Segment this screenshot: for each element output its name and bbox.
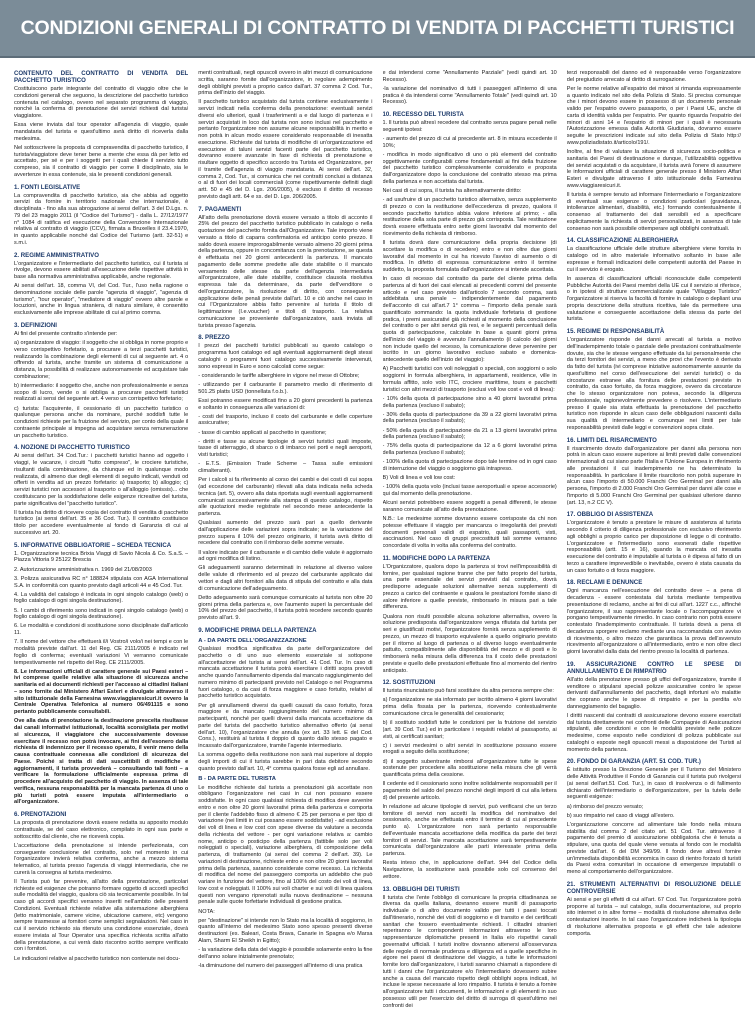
section-paragraph: Ai fini del presente contratto s'intende per: — [14, 330, 118, 337]
section-paragraph: L'organizzatore e l'intermediario del pacchetto turistico, cui il turista si rivolge, devono essere abilitati all'esecuzione delle rispettive attività in base alla normativa amministrativa applicabile, anche regionale. — [14, 260, 189, 281]
section-heading: 5. INFORMATIVE OBBLIGATORIE – SCHEDA TECNICA — [14, 541, 172, 549]
section-heading: 8. PREZZO — [198, 334, 230, 342]
section-paragraph: L'organizzatore risponde dei danni arrecati al turista a motivo dell'inadempimento totale o parziale delle prestazioni contrattualmente dovute, sia che le stesse vengano effettuate da lui personalmente che da terzi fornitori dei servizi, a meno che provi che l'evento è derivato da fatto del turista (ivi comprese iniziative autonomamente assunte da quest'ultimo nel corso dell'esecuzione dei servizi turistici) o da circostanze estranee alla fornitura delle prestazioni previste in contratto, da caso fortuito, da forza maggiore, ovvero da circostanze che lo stesso organizzatore non poteva, secondo la diligenza professionale, ragionevolmente prevedere o risolvere. L'intermediario presso il quale sia stata effettuata la prenotazione del pacchetto turistico non risponde in alcun caso delle obbligazioni nascenti dalla sua qualità di intermediario e comunque nei limiti per tale responsabilità previsti dalle leggi e convenzioni sopra citate. — [566, 337, 741, 431]
section-paragraph: - utilizzando per il carburante il parametro medio di riferimento di 501.25 platts USD (tonnellata f.o.b.). — [198, 381, 373, 395]
section-paragraph: - tasse di cambio applicati al pacchetto in questione; — [198, 429, 327, 436]
section-paragraph: 1. Organizzazione tecnica Brixia Viaggi di Savio Nicola & Co. S.a.S. – Piazza Vittoria 9 25122 Brescia — [14, 550, 189, 564]
section-paragraph: Ogni mancanza nell'esecuzione del contratto deve – a pena di decadenza - essere contestata dal turista mediante tempestiva presentazione di reclamo, anche ai fini di cui all'art. 1227 c.c., affinché l'organizzatore, il suo rappresentante locale o l'accompagnatore vi pongano tempestivamente rimedio. In caso contrario non potrà essere contestato l'inadempimento contrattuale. Il turista dovrà a pena di decadenza sporgere reclamo mediante una raccomandata con avviso di ricevimento, o altro mezzo che garantisca la prova dell'avvenuto ricevimento all'organizzatore o all'intermediario, entro e non oltre dieci giorni lavorativi dalla data del rientro presso la località di partenza. — [566, 588, 741, 656]
section-paragraph: Le modifiche richieste dal turista a prenotazioni già accettate non obbligano l'organizzatore nei casi in cui non possano essere soddisfatte. In ogni caso qualsiasi richiesta di modifica deve avvenire entro e non oltre 20 giorni lavorativi prima della partenza e comporta per il cliente l'addebito fisso di almeno € 25 per persona e per tipo di variazione (nei limiti in cui possano essere soddisfatte) - ad esclusione dei voli di linea e low cost con spese diverse da valutare a seconda della richiesta del vettore - per ogni variazione relativa a: cambio nome, anticipo o posticipo della partenza (fattibile solo per voli noleggiati o speciali), variazione alberghiera, di composizione della partenza, di trattamento (ai sensi del comma 2 dell'art. 39). Le variazioni di destinazione, richieste entro e non oltre 20 giorni lavorativi prima della partenza, saranno considerate come recesso. La richiesta di modifica del nome del passeggero comporta un addebito che può variare in funzione del vettore, fino al 100% del costo dei voli di linea, low cost e noleggiati. Il 100% sui voli charter e sui voli di linea qualora questi non vengano riprenotati sulla nuova destinazione – nessuna penale sulle quote forfettarie individuali di gestione pratica. — [198, 784, 373, 906]
section-paragraph: - diritti e tasse su alcune tipologie di servizi turistici quali imposte, tasse di atterraggio, di sbarco o di imbarco nei porti e negli aeroporti, visti turistici; — [198, 438, 373, 459]
section-paragraph: a) l'organizzatore ne sia informato per iscritto almeno 4 giorni lavorativi prima della fissata per la partenza, ricevendo contestualmente comunicazione circa le generalità del cessionario; — [382, 697, 557, 717]
section-paragraph: 6. Le modalità e condizioni di sostituzione sono disciplinate dall'articolo 11. — [14, 623, 189, 637]
section-paragraph: Qualora non risulti possibile alcuna soluzione alternativa, ovvero la soluzione predisposta dall'organizzatore venga rifiutata dal turista per seri e giustificati motivi, l'organizzatore fornirà senza supplemento di prezzo, un mezzo di trasporto equivalente a quello originario previsto per il ritorno al luogo di partenza o al diverso luogo eventualmente pattuito, compatibilmente alle disponibilità del mezzo e di posti e lo rimborserà nella misura della differenza tra il costo delle prestazioni previste e quello delle prestazioni effettuate fino al momento del rientro anticipato. — [382, 613, 557, 674]
section-paragraph: La proposta di prenotazione dovrà essere redatta su apposito modulo contrattuale, se del caso elettronico, compilato in ogni sua parte e sottoscritto dal cliente, che ne riceverà copia. — [14, 820, 189, 840]
section-heading: 7. PAGAMENTI — [198, 205, 242, 213]
section-paragraph: La compravendita di pacchetto turistico, sia che abbia ad oggetto servizi da fornire in territorio nazionale che internazionale, è disciplinata - fino alla sua abrogazione ai sensi dell'art. 3 del D.Lgs. n. 79 del 23 maggio 2011 (il "Codice del Turismo") - dalla L. 27/12/1977 n° 1084 di ratifica ed esecuzione della Convenzione Internazionale relativa al contratto di viaggio (CCV), firmata a Bruxelles il 23.4.1970, in quanto applicabile nonché dal Codice del Turismo (artt. 32-51) e s.m.i. — [14, 192, 189, 246]
section-paragraph: - E.T.S. (Emission Trade Scheme – Tassa sulle emissioni climalteranti). — [198, 461, 373, 475]
section-paragraph: NOTA: — [198, 908, 215, 915]
section-heading: 18. RECLAMI E DENUNCE — [566, 579, 643, 587]
section-paragraph: È istituito presso la Direzione Generale per il Turismo del Ministero delle Attività Produttive il Fondo di Garanzia cui il turista può rivolgersi (ai sensi dell'art.51 Cod. Tur.), in caso di insolvenza o di fallimento dichiarato dell'intermediario o dell'organizzatore, per la tutela delle seguenti esigenze: — [566, 767, 741, 801]
section-paragraph: La somma oggetto della restituzione non sarà mai superiore al doppio degli importi di cui il turista sarebbe in pari data debitore secondo quanto previsto dall'art. 10, 4° comma qualora fosse egli ad annullare. — [198, 752, 373, 772]
section-paragraph: L'accettazione della prenotazione si intende perfezionata, con conseguente conclusione del contratto, solo nel momento in cui l'organizzatore invierà relativa conferma, anche a mezzo sistema telematico, al turista presso l'agenzia di viaggi intermediaria, che ne curerà la consegna al turista medesimo. — [14, 842, 189, 876]
section-paragraph: Alcuni servizi potrebbero essere soggetti a penali differenti, le stesse saranno comunicate all'atto della prenotazione. — [382, 500, 557, 513]
section-paragraph: Ai sensi dell'art. 34 Cod.Tur.: i pacchetti turistici hanno ad oggetto i viaggi, le vacanze, i circuiti "tutto compreso", le crociere turistiche, risultanti dalla combinazione, da chiunque ed in qualunque modo realizzata, di almeno due degli elementi di seguito indicati, venduti od offerti in vendita ad un prezzo forfetario: a) trasporto; b) alloggio; c) servizi turistici non accessori al trasporto o all'alloggio (omissis)... che costituiscano per la soddisfazione delle esigenze ricreative del turista, parte significativa del "pacchetto turistico". — [14, 453, 189, 507]
section-paragraph: -la diminuzione del numero dei passeggeri all'interno di una pratica — [198, 963, 363, 970]
section-paragraph: Gli adeguamenti saranno determinati in relazione al diverso valore delle valute di riferimento ed al prezzo del carburante applicato dai vettori e dagli altri fornitori alla data di stipula del contratto e alla data di comunicazione dell'adeguamento. — [198, 565, 373, 592]
section-paragraph: terzi responsabili del danno ed è responsabile verso l'organizzatore del pregiudizio arrecato al diritto di surrogazione. — [566, 70, 741, 83]
section-heading: 14. CLASSIFICAZIONE ALBERGHIERA — [566, 237, 679, 245]
section-heading: 4. NOZIONE DI PACCHETTO TURISTICO — [14, 444, 130, 452]
section-heading: 6. PRENOTAZIONI — [14, 811, 67, 819]
section-paragraph: Il valore indicato per il carburante e di cambio delle valute è aggiornato ad ogni modifica di listino. — [198, 549, 373, 563]
section-heading: 10. RECESSO DEL TURISTA — [382, 111, 464, 119]
column-2 — [198, 70, 372, 1016]
section-paragraph: L'Organizzatore, qualora dopo la partenza si trovi nell'impossibilità di fornire, per qualsiasi ragione tranne che per fatto proprio del turista, una parte essenziale dei servizi previsti dal contratto, dovrà predisporre adeguate soluzioni alternative senza supplementi di prezzo a carico del contraente e qualora le prestazioni fornite siano di valore inferiore a quelle previste, rimborsarlo in misura pari a tale differenza. — [382, 563, 557, 611]
section-paragraph: a) organizzatore di viaggio: il soggetto che si obbliga in nome proprio e verso corrispettivo forfetario, a procurare a terzi pacchetti turistici, realizzando la combinazione degli elementi di cui al seguente art. 4 o offrendo al turista, anche tramite un sistema di comunicazione a distanza, la possibilità di realizzare autonomamente ed acquistare tale combinazione; — [14, 340, 189, 380]
section-paragraph: - 50% della quota di partecipazione da 21 a 13 giorni lavorativi prima della partenza (escluso il sabato); — [382, 427, 557, 441]
subsection-heading: A - DA PARTE DELL'ORGANIZZAZIONE — [198, 637, 307, 644]
section-heading: 2. REGIME AMMINISTRATIVO — [14, 251, 99, 259]
section-paragraph: In caso di recesso dal contratto da parte del cliente prima della partenza al di fuori dei casi elencati ai precedenti commi del presente articolo e nel caso previsto dall'articolo 7 secondo comma, sarà addebitata una penale – indipendentemente dal pagamento dell'acconto di cui all'art.7 1° comma – l'importo della penale sarà quantificato sommando: la quota individuale forfetaria di gestione pratica, i premi assicurativi già richiesti al momento della conclusione del contratto o per altri servizi già resi, e le seguenti percentuali della quota di partecipazione, calcolate in base a quanti giorni prima dell'inizio del viaggio è avvenuto l'annullamento (il calcolo dei giorni non include quello del recesso, la comunicazione deve pervenire per iscritto in un giorno lavorativo escluso sabato e domenica- antecedente quello dell'inizio del viaggio): — [382, 276, 557, 364]
section-heading: 20. FONDO DI GARANZIA (ART. 51 COD. TUR.) — [566, 758, 701, 766]
terms-columns — [14, 70, 741, 1016]
section-paragraph: a) rimborso del prezzo versato; — [566, 803, 644, 810]
section-paragraph: B) Voli di linea e voli low cost: — [382, 475, 456, 482]
section-paragraph: 3. Polizza assicurativa RC n° 188824 stipulata con AGA International S.A. in conformità con quanto previsto dagli articoli 44 e 45 Cod. Tur. — [14, 575, 189, 589]
section-paragraph: - 75% della quota di partecipazione da 12 a 6 giorni lavorativi prima della partenza (escluso il sabato); — [382, 443, 557, 457]
section-paragraph: A) Pacchetti turistici con voli noleggiati o speciali, con soggiorni o solo soggiorni in formula alberghiera, in appartamenti, residence, ville in formula affitto, solo volo ITC, crociere marittime, tours e pacchetti turistici con altri mezzi di trasporto (esclusi voli low cost e voli di linea): — [382, 366, 557, 393]
section-paragraph: All'atto della prenotazione dovrà essere versato a titolo di acconto il 25% del prezzo del pacchetto turistico pubblicato in catalogo o nella quotazione del pacchetto fornita dall'Organizzatore. Tale importo viene versato a titolo di caparra confirmatoria ed anticipo conto prezzo. Il saldo dovrà essere improrogabilmente versato almeno 20 giorni prima della partenza, oppure in concomitanza con la prenotazione, se questa è effettuata nei 20 giorni antecedenti la partenza. Il mancato pagamento delle somme predette alle date stabilite o il mancato versamento delle stesse da parte dell'agenzia intermediaria all'organizzatore, alle date stabilite, costituisce clausola risolutiva espressa tale da determinare, da parte dell'venditore o dell'organizzatore, la risoluzione di diritto, con conseguente applicazione delle penali previste dall'art. 10 e ciò anche nel caso in cui l'Organizzatore abbia fatto pervenire al turista il titolo di legittimazione (I.e.voucher) e titoli di trasporto. La relativa comunicazione se proveniente dall'organizzatore, sarà inviata all turista presso l'agenzia. — [198, 214, 373, 329]
section-paragraph: d) il soggetto subentrante rimborsi all'organizzatore tutte le spese sostenute per procedere alla sostituzione nella misura che gli verrà quantificata prima della cessione. — [382, 758, 557, 779]
section-heading: 17. OBBLIGO DI ASSISTENZA — [566, 511, 654, 519]
section-paragraph: Per le norme relative all'espatrio dei minori si rimanda espressamente a quanto indicato nel sito della Polizia di Stato. Si precisa comunque che i minori devono essere in possesso di un documento personale valido per l'espatrio ovvero passaporto, o per i Paesi UE, anche di carta di identità valida per l'espatrio. Per quanto riguarda l'espatrio dei minori di anni 14 e l'espatrio di minori per i quali è necessaria l'Autorizzazione emessa dalla Autorità Giudiziaria, dovranno essere seguite le prescrizioni indicate sul sito della Polizia di Stato http:// www.poliziadistato.it/articolo/191/. — [566, 85, 741, 146]
section-heading: 21. STRUMENTI ALTERNATIVI DI RISOLUZIONE DELLE CONTROVERSIE — [566, 880, 741, 895]
section-paragraph: In assenza di classificazioni ufficiali riconosciute dalle competenti Pubbliche Autorità dei Paesi membri della UE cui il servizio si riferisce, o in ipotesi di strutture commercializzate quale "Villaggio Turistico" l'organizzatore si riserva la facoltà di fornire in catalogo o depliant una propria descrizione della struttura ricettiva, tale da permettere una valutazione e conseguente accettazione della stessa da parte del turista. — [566, 275, 741, 323]
section-paragraph: Il risarcimento dovuto dall'organizzatore per danni alla persona non potrà in alcun caso essere superiore ai limiti previsti dalle convenzioni internazionali di cui siano parte l'Italia e l'Unione Europea in riferimento alle prestazioni il cui inadempimento ne ha determinato la responsabilità. In particolare il limite risarcitorio non potrà superare in alcun caso l'importo di 50.000 Franchi Oro Germinal per danni alla persona, l'importo di 2.000 Franchi Oro Germinal per danni alle cose e l'importo di 5.000 Franchi Oro Germinal per qualsiasi ulteriore danno (art. 13, n.2 CC V). — [566, 445, 741, 506]
section-paragraph: b) intermediario: il soggetto che, anche non professionalmente e senza scopo di lucro, vende o si obbliga a procurare pacchetti turistici realizzati ai sensi del seguente art. 4 verso un corrispettivo forfetario; — [14, 382, 189, 403]
section-paragraph: Inoltre, al fine di valutare la situazione di sicurezza socio-politica e sanitaria dei Paesi di destinazione e dunque, l'utilizzabilità oggettiva dei servizi acquistati o da acquistare, il turista avrà l'onere di assumere le informazioni ufficiali di carattere generale presso il Ministero Affari Esteri e divulgate attraverso il sito istituzionale della Farnesina www.viaggiaresicuri.it. — [566, 149, 741, 189]
section-paragraph: Il Turista può far prevenire, all'atto della prenotazione, particolari richieste ed esigenze che potranno formare oggetto di accordi specifici sulle modalità del viaggio, qualora ciò sia tecnicamente possibile. In tal caso gli accordi specifici verranno inseriti nell'ambito delle presenti Condizioni. Eventuali richieste relative alla sistemazione alberghiera (letto matrimoniale, camere vicine, ubicazione camere, etc) vengono sempre trasmesse ai fornitori come semplici segnalazioni. Nel caso in cui il servizio richiesto sia ritenuto una condizione essenziale, dovrà essere inviata al Tour Operator una specifica richiesta scritta all'atto della prenotazione, a cui verrà dato riscontro scritto sempre verificato con i fornitori. — [14, 878, 189, 953]
section-paragraph: I diritti nascenti dai contratti di assicurazione devono essere esercitati dal turista direttamente nei confronti delle Compagnie di Assicurazioni stipulanti, alle condizioni e con le modalità previste nelle polizze medesime, come esposto nelle condizioni di polizza pubblicate sui cataloghi o esposte negli opuscoli messi a disposizione dei Turisti al momento della partenza. — [566, 712, 741, 753]
section-paragraph: 2. Autorizzazione amministrativa n. 1969 del 21/08/2003 — [14, 566, 152, 573]
section-paragraph: -la variazione del nominativo di tutti i passeggeri all'interno di una pratica è da intendersi come "Annullamento Totale" (vedi quindi art. 10 Recesso). — [382, 85, 557, 106]
section-paragraph: La classificazione ufficiale delle strutture alberghiere viene fornita in catalogo od in altro materiale informativo soltanto in base alle espresse e formali indicazioni delle competenti autorità del Paese in cui il servizio è erogato. — [566, 246, 741, 273]
section-heading: 11. MODIFICHE DOPO LA PARTENZA — [382, 554, 491, 562]
section-paragraph: e dai intendersi come "Annullamento Parziale" (vedi quindi art. 10 Recesso). — [382, 70, 557, 83]
section-paragraph: All'atto della prenotazione presso gli uffici dell'organizzatore, tramite il venditore o stipularsi speciali polizze assicurative contro le spese derivanti dall'annullamento del pacchetto, dagli infortuni e/o malattie che coprano anche le spese di rimpatrio e per la perdita e/o danneggiamento del bagaglio. — [566, 676, 741, 710]
section-paragraph: Le indicazioni relative al pacchetto turistico non contenute nei docu- — [14, 955, 181, 962]
section-paragraph: L'organizzatore è tenuto a prestare le misure di assistenza al turista secondo il criterio di diligenza professionale con esclusivo riferimento agli obblighi a proprio carico per disposizione di legge o di contratto. L'organizzatore e l'intermediario sono esonerati dalle rispettive responsabilità (artt. 15 e 16), quando la mancata od inesatta esecuzione del contratto è imputabile al turista o è dipesa al fatto di un terzo a carattere imprevedibile o inevitabile, ovvero è stata causata da un caso fortuito o di forza maggiore. — [566, 520, 741, 574]
section-paragraph: - aumento del prezzo di cui al precedente art. 8 in misura eccedente il 10%; — [382, 136, 557, 149]
section-paragraph: b) il sostituto soddisfi tutte le condizioni per la fruizione del servizio (art. 39 Cod. Tur.) ed in particolare i requisiti relativi al passaporto, ai visti, ai certificati sanitari; — [382, 720, 557, 740]
section-heading: CONTENUTO DEL CONTRATTO DI VENDITA DEL PACCHETTO TURISTICO — [14, 70, 189, 84]
section-paragraph: Per i calcoli si fa riferimento al corso dei cambi e dei costi di cui sopra (ad eccezione del carburante) rilevati alla data indicata nella scheda tecnica (art. 5), ovvero alla data riportata sugli eventuali aggiornamenti comunicati successivamente alla stampa di questo catalogo, rispetto alle quotazioni medie registrate nel secondo mese antecedente la partenza. — [198, 477, 373, 518]
section-paragraph: Essi potranno essere modificati fino a 20 giorni precedenti la partenza e soltanto in conseguenza alle variazioni di: — [198, 397, 373, 411]
section-paragraph: per "destinazione" si intende non lo Stato ma la località di soggiorno, in quanto all'interno del medesimo Stato sono spesso presenti diverse destinazioni (es. Baleari, Costa Brava, Canarie in Spagna e/o Marsa Alam, Sharm El Sheikh in Egitto); — [198, 917, 373, 944]
section-paragraph: Il turista è sempre tenuto ad informare l'intermediario e l'organizzatore di eventuali sue esigenze o condizioni particolari (gravidanza, intolleranze alimentari, disabilità, etc.) formando contestualmente il consenso al trattamento dei dati sensibili ed a specificare esplicitamente la richiesta di servizi personalizzati, in assenza di tale consenso non sarà possibile ottemperare agli obblighi contrattuali. — [566, 191, 741, 232]
section-heading: 3. DEFINIZIONI — [14, 321, 57, 329]
section-paragraph: Qualsiasi modifica significativa da parte dell'organizzatore del pacchetto o di uno suo elemento essenziale si sottopone all'accettazione del turista ai sensi dell'art. 41 Cod. Tur. In caso di mancata accettazione il turista potrà esercitare i diritti sopra previsti anche quando l'annullamento dipenda dal mancato raggiungimento del numero minimo di partecipanti previsto nel Catalogo o nel Programma fuori catalogo, o da casi di forza maggiore e caso fortuito, relativi al pacchetto turistico acquistato. — [198, 646, 373, 700]
section-paragraph: Per gli annullamenti diversi da quelli causati da caso fortuito, forza maggiore e da mancato raggiungimento del numero minimo di partecipanti, nonché per quelli diversi dalla mancata accettazione da parte del turista del pacchetto turistico alternativo offerto (ai sensi dell'art. 10), l'organizzatore che annulla (ex art. 33 lett. E del Cod. Cons.), restituirà al turista il doppio di quanto dallo stesso pagato e incassato dall'organizzatore, tramite l'agente intermediario. — [198, 702, 373, 750]
section-paragraph: Il turista che l'ente l'obbligo di comunicare la propria cittadinanza se diversa da quella italiana, dovranno essere muniti di passaporto individuale o di altro documento valido per tutti i paesi toccati dall'itinerario, nonché dei visti di soggiorno e di transito e dei certificati sanitari che fossero eventualmente richiesti. I cittadini stranieri reperiranno le corrispondenti informazioni attraverso le loro rappresentanze diplomatiche presenti in Italia e/o rispettivi canali governativi ufficiali. I turisti inoltre dovranno attenersi all'osservanza delle regole di normale prudenza e diligenza ed a quelle specifiche in vigore nei paesi di destinazione del viaggio, a tutte le informazioni fornite loro dall'organizzatore, i turisti saranno chiamati a rispondere di tutti i danni che l'organizzatore e/o l'intermediario dovessero subire anche a causa del mancato rispetto degli obblighi sopra indicati, ivi incluse le spese necessarie al loro rimpatrio. Il turista è tenuto a fornire all'organizzatore tutti i documenti, le informazioni e gli elementi in suo possesso utili per l'esercizio del diritto di surroga di quest'ultimo nei confronti dei — [382, 894, 557, 1009]
section-paragraph: Nei casi di cui sopra, il turista ha alternativamente diritto: — [382, 188, 522, 195]
section-paragraph: c) i servizi medesimi o altri servizi in sostituzione possano essere erogati a seguito della sostituzione; — [382, 742, 557, 756]
section-paragraph: - 10% della quota di partecipazione sino a 40 giorni lavorativi prima della partenza (escluso il sabato); — [382, 395, 557, 409]
section-paragraph: N.B.: Le medesime somme dovranno essere corrisposte da chi non potesse effettuare il viaggio per mancanza o irregolarità dei previsti documenti personali validi di espatrio, quali passaporti, visti, vaccinazioni. Nel caso di gruppi precostituiti tali somme verranno concordate di volta in volta alla conferma del contratto. — [382, 516, 557, 550]
section-paragraph: Essa viene inviata dal tour operator all'agenzia di viaggio, quale mandataria del turista e quest'ultimo avrà diritto di riceverla dalla medesima. — [14, 122, 189, 142]
section-heading: 19. ASSICURAZIONE CONTRO LE SPESE DI ANNULLAMENTO E DI RIMPATRIO — [566, 660, 741, 675]
section-paragraph: b) suo rimpatrio nel caso di viaggi all'estero. — [566, 812, 675, 819]
section-paragraph: menti contrattuali, negli opuscoli ovvero in altri mezzi di comunicazione scritta, saranno fornite dall'organizzatore, in regolare adempimento degli obblighi previsti a proprio carico dall'art. 37 comma 2 Cod. Tur., prima dell'inizio del viaggio. — [198, 70, 373, 97]
title-banner — [0, 0, 755, 58]
section-paragraph: 4. La validità del catalogo è indicata in ogni singolo catalogo (web) o foglio catalogo di ogni singola destinazione). — [14, 591, 189, 605]
section-paragraph: - costi del trasporto, incluso il costo del carburante e delle coperture assicurative; — [198, 413, 373, 427]
column-3 — [383, 70, 557, 1016]
section-paragraph: Il pacchetto turistico acquistato dal turista contiene esclusivamente i servizi indicati nella conferma della prenotazione: eventuali servizi diversi e/o ulteriori, quali i trasferimenti a e dal luogo di partenza e i servizi acquistati in loco dal turista non sono inclusi nel pacchetto e pertanto l'organizzatore non assume alcune responsabilità in merito e non potrà in alcun modo essere considerato responsabile di inesatta esecuzione. Richieste dal turista di modifiche di un'organizzazione ed esecuzione di taluni servizi facenti parte del pacchetto turistico, dovranno essere avanzate in fase di richiesta di prenotazione e risultare oggetto di specifico accordo tra Turista ed Organizzatore, per il tramite dell'agenzia di viaggio mandataria. Ai sensi dell'art. 32, comma 2, Cod. Tur., si comunica che nei contratti conclusi a distanza o al di fuori dei locali commerciali (come rispettivamente definiti dagli artt. 50 e 45 del D. Lgs. 206/2005), è escluso il diritto di recesso previsto dagli artt. 64 e ss. del D. Lgs. 206/2005. — [198, 99, 373, 200]
section-heading: 15. REGIME DI RESPONSABILITÀ — [566, 328, 665, 336]
section-heading: 12. SOSTITUZIONI — [382, 679, 436, 687]
section-paragraph: - 100% della quota di partecipazione dopo tale termine od in ogni caso di interruzione del viaggio o soggiorno già intrapreso. — [382, 459, 557, 473]
section-heading: 1. FONTI LEGISLATIVE — [14, 183, 81, 191]
section-heading: 13. OBBLIGHI DEI TURISTI — [382, 885, 460, 893]
section-paragraph: 5. I cambi di riferimento sono indicati in ogni singolo catalogo (web) o foglio catalogo di ogni singola destinazione). — [14, 607, 189, 621]
subsection-heading: B - DA PARTE DEL TURISTA — [198, 776, 276, 783]
section-paragraph-bold: 8. Le informazioni ufficiali di carattere generale sui Paesi esteri – ivi comprese quelle relative alla situazione di sicurezza anche sanitaria ed ai documenti richiesti per l'accesso ai cittadini italiani – sono fornite dal Ministero Affari Esteri e divulgate attraverso il sito istituzionale della Farnesina www.viaggiaresicuri.it ovvero la Centrale Operativa Telefonica al numero 06/491115 e sono pertanto pubblicamente consultabili. — [14, 668, 189, 716]
section-paragraph: - la variazione della data del viaggio è possibile solamente entro la fine dell'anno solare inizialmente prenotato; — [198, 947, 373, 960]
document-title: CONDIZIONI GENERALI DI CONTRATTO DI VENDITA DI PACCHETTI TURISTICI — [20, 16, 735, 39]
section-paragraph-bold: Ove alla data di prenotazione la destinazione prescelta risultasse dai canali informativi istituzionali, località sconsigliata per motivi si sicurezza, il viaggiatore che successivamente dovesse esercitare il recesso non potrà invocare, ai fini dell'esonero dalla richiesta di indennizzo per il recesso operato, il venir meno della causa contrattuale connessa alle condizioni di sicurezza del Paese. Poiché si tratta di dati suscettibili di modifiche e aggiornamenti, il turista provvederà – consultando tali fonti – a verificare la formulazione ufficialmente espressa prima di procedere all'acquisto del pacchetto di viaggio. In assenza di tale verifica, nessuna responsabilità per la mancata partenza di uno o più turisti potrà essere imputata all'intermediario o all'organizzatore. — [14, 718, 189, 806]
section-paragraph: - ad usufruire di un pacchetto turistico alternativo, senza supplemento di prezzo o con la restituzione dell'eccedenza di prezzo, qualora il secondo pacchetto turistico abbia valore inferiore al primo; - alla restituzione della sola parte di prezzo già corrisposta. Tale restituzione dovrà essere effettuata entro sette giorni lavorativi dal momento del ricevimento della richiesta di rimborso. — [382, 197, 557, 237]
column-1 — [14, 70, 188, 1016]
section-paragraph: L'organizzazione concorre ad alimentare tale fondo nella misura stabilita dal comma 2 del citato art. 51 Cod. Tur. attraverso il pagamento del premio di assicurazione obbligatoria che è tenuta a stipulare, una quota del quale viene versata al fondo con le modalità previste dall'art. 6 del DM 349/99. Il fondo deve altresì fornire un'immediata disponibilità economica in caso di rientro forzato di turisti da Paesi extra comunitari in occasione di emergenze imputabili o meno al comportamento dell'organizzatore. — [566, 821, 741, 876]
section-paragraph: Il cedente ed il cessionario sono inoltre solidalmente responsabili per il pagamento del saldo del prezzo nonché degli importi di cui alla lettera d) del presente articolo. — [382, 781, 557, 801]
section-paragraph: Nel sottoscrivere la proposta di compravendita di pacchetto turistico, il turista/viaggiatore deve tener bene a mente che essa dà per letto ed accettato, per sé e per i soggetti per i quali chiede il servizio tutto compreso, sia il contratto di viaggio per come lì disciplinato, sia le avvertenze in essa contenute, sia le presenti condizioni generali. — [14, 144, 189, 178]
section-paragraph: Resta inteso che, in applicazione dell'art. 944 del Codice della Navigazione, la sostituzione sarà possibile solo col consenso del vettore. — [382, 860, 557, 880]
section-paragraph: Detto adeguamento sarà comunque comunicato al turista non oltre 20 giorni prima della partenza e, ove l'aumento superi la percentuale del 10% del prezzo del pacchetto, il turista potrà recedere secondo quanto previsto all'art. 9. — [198, 594, 373, 622]
section-paragraph: Ai sensi dell'art. 18, comma VI, del Cod. Tur., l'uso nella ragione o denominazione sociale delle parole "agenzia di viaggio", "agenzia di turismo", "tour operator", "mediatore di viaggio" ovvero altre parole e locuzioni, anche in lingua straniera, di natura similare, è consentito esclusivamente alle imprese abilitate di cui al primo comma. — [14, 283, 189, 317]
section-paragraph: Il turista ha diritto di ricevere copia del contratto di vendita di pacchetto turistico (ai sensi dell'art. 35 e 36 Cod. Tur.). Il contratto costituisce titolo per accedere eventualmente al fondo di Garanzia di cui al successivo art. 20. — [14, 509, 189, 536]
section-heading: 9. MODIFICHE PRIMA DELLA PARTENZA — [198, 626, 317, 634]
section-paragraph: - 30% della quota di partecipazione da 39 a 22 giorni lavorativi prima della partenza (escluso il sabato); — [382, 411, 557, 425]
section-paragraph: I prezzi dei pacchetti turistici pubblicati su questo catalogo o programma fuori catalogo ed agli eventuali aggiornamenti degli stessi cataloghi o programmi fuori catalogo successivamente intervenuti, sono espressi in Euro e sono calcolati come segue: — [198, 343, 373, 370]
section-paragraph: Il turista dovrà dare comunicazione della propria decisione (di accettare la modifica o di recedere) entro e non oltre due giorni lavorativi dal momento in cui ha ricevuto l'avviso di aumento o di modifica. In difetto di espressa comunicazione entro il termine suddetto, la proposta formulata dall'organizzatore si intende accettata. — [382, 240, 557, 274]
section-paragraph: 7. Il nome del vettore che effettuerà il/i Vostro/i volo/i nei tempi e con le modalità previste dall'art. 11 del Reg. CE 2111/2005 è indicato nel foglio di conferma; eventuali variazioni Vi verranno comunicate tempestivamente nel rispetto del Reg. CE 2111/2005. — [14, 639, 189, 666]
section-paragraph: - 100% della quota volo (inclusi tasse aeroportuali e spese accessorie) qui dal momento della prenotazione. — [382, 484, 557, 498]
section-heading: 16. LIMITI DEL RISARCIMENTO — [566, 436, 657, 444]
section-paragraph: - considerando le tariffe alberghiere in vigore nel mese di Ottobre; — [198, 372, 360, 379]
section-paragraph: 1. Il turista può altresì recedere dal contratto senza pagare penali nelle seguenti ipotesi: — [382, 120, 557, 133]
section-paragraph: Ai sensi e per gli effetti di cui all'art. 67 Cod. Tur. l'organizzatore potrà proporre al turista – sul catalogo, sulla documentazione, sul proprio sito internet o in altre forme – modalità di risoluzione alternativa delle contestazioni insorte. In tal caso l'organizzatore indicherà la tipologia di risoluzione alternativa proposta e gli effetti che tale adesione comporta. — [566, 896, 741, 937]
section-paragraph: Costituiscono parte integrante del contratto di viaggio oltre che le condizioni generali che seguono, la descrizione del pacchetto turistico contenuta nel catalogo, ovvero nel separato programma di viaggio, nonché la conferma di prenotazione dei servizi richiesti dal turista/ viaggiatore. — [14, 86, 189, 119]
section-paragraph: c) turista: l'acquirente, il cessionario di un pacchetto turistico o qualunque persona anche da nominare, purché soddisfi tutte le condizioni richieste per la fruizione del servizio, per conto della quale il contraente principale si impegna ad acquistare senza remunerazione un pacchetto turistico. — [14, 405, 189, 439]
column-4 — [567, 70, 741, 1016]
section-paragraph: In relazione ad alcune tipologie di servizi, può verificarsi che un terzo fornitore di servizi non accetti la modifica del nominativo del cessionario, anche se effettuata entro il termine di cui al precedente punto a). L'organizzatore non sarà pertanto responsabile dell'eventuale mancata accettazione della modifica da parte dei terzi fornitori di servizi. Tale mancata accettazione sarà tempestivamente comunicata dall'organizzatore alle parti interessate prima della partenza. — [382, 803, 557, 858]
section-paragraph: - modifica in modo significativo di uno o più elementi del contratto oggettivamente configurabili come fondamentali ai fini della fruizione del pacchetto turistico complessivamente considerato e proposta dall'organizzatore dopo la conclusione del contratto stesso ma prima della partenza e non accettata dal turista. — [382, 151, 557, 185]
section-paragraph: Il turista rinunciatario può farsi sostituire da altra persona sempre che: — [382, 688, 554, 695]
section-paragraph: Qualsiasi aumento del prezzo sarà pari a quello derivante dall'applicazione delle variazioni sopra indicate; se la variazione del prezzo supera il 10% del prezzo originario, il turista avrà diritto di recedere dal contratto con il rimborso delle somme versate. — [198, 520, 373, 547]
